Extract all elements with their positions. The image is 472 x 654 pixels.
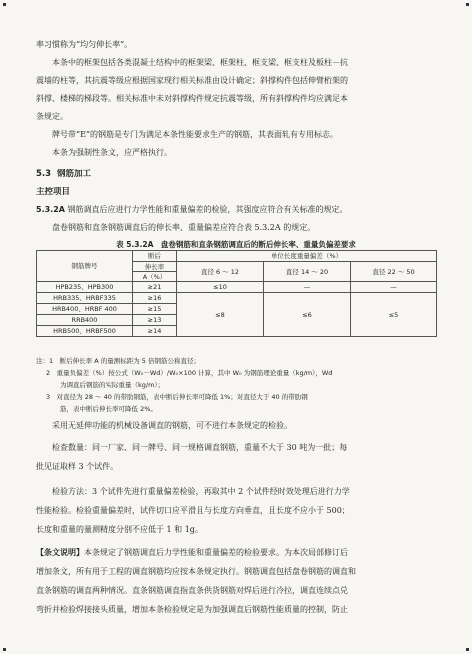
paragraph-line: 震墙的柱等，其抗震等级应根据国家现行相关标准由设计确定；斜撑构件包括伸臂桁架的 xyxy=(36,76,348,85)
table-cell-dev: — xyxy=(264,282,351,293)
table-note: 3 对直径为 28 ～ 40 的带肋钢筋，表中断后伸长率可降低 1%；对直径大于 40 的带肋钢 xyxy=(46,393,308,401)
subsection-heading: 主控项目 xyxy=(36,187,71,197)
paragraph-line: 牌号带“E”的钢筋是专门为满足本条性能要求生产的钢筋，其表面轧有专用标志。 xyxy=(52,130,339,139)
table-header-dia: 直径 14 ～ 20 xyxy=(264,262,351,282)
paragraph-line: 长度和重量的量测精度分别不应低于 1 和 1g。 xyxy=(36,525,203,534)
paragraph-line: 检验方法：3 个试件先进行重量偏差检验，再取其中 2 个试件经时效处理后进行力学 xyxy=(52,487,350,496)
corner-mark xyxy=(3,648,6,651)
table-title: 表 5.3.2A 盘卷钢筋和直条钢筋调直后的断后伸长率、重量负偏差要求 xyxy=(116,240,356,249)
table-cell-dev: — xyxy=(351,282,437,293)
paragraph-line: 本条中的框架包括各类混凝土结构中的框架梁、框架柱、框支梁、框支柱及板柱－抗 xyxy=(52,58,348,67)
table-header-elong: 伸长率 xyxy=(133,262,177,272)
paragraph-line: 批见证取样 3 个试件。 xyxy=(36,462,119,471)
table-cell-elong: ≥21 xyxy=(133,282,177,293)
table-note: 为调直后钢筋的实际重量（kg/m）； xyxy=(60,381,165,389)
paragraph-line: 性能检验。检验重量偏差时，试件切口应平滑且与长度方向垂直，且长度不应小于 500； xyxy=(36,506,350,515)
table-cell-grade: HRB500、HRBF500 xyxy=(37,326,133,337)
clause xyxy=(36,205,436,215)
table-header-elong: 断后 xyxy=(133,251,177,262)
commentary-text: 本条规定了钢筋调直后力学性能和重量偏差的检验要求。为本次局部修订后 xyxy=(84,548,348,557)
table-header-elong: A（%） xyxy=(133,272,177,282)
table-cell-elong: ≥16 xyxy=(133,293,177,304)
corner-mark xyxy=(466,3,469,6)
table-cell-grade: HRB335、HRBF335 xyxy=(37,293,133,304)
commentary-line xyxy=(36,548,436,558)
clause-text: 钢筋调直后应进行力学性能和重量偏差的检验，其强度应符合有关标准的规定。 xyxy=(67,205,348,214)
section-title: 钢筋加工 xyxy=(56,169,91,179)
section-number: 5.3 xyxy=(36,169,52,179)
paragraph-line: 采用无延伸功能的机械设备调直的钢筋，可不进行本条规定的检验。 xyxy=(52,421,292,430)
paragraph-line: 本条为强制性条文，应严格执行。 xyxy=(52,148,172,157)
paragraph-line: 率习惯称为“均匀伸长率”。 xyxy=(36,40,133,49)
spec-table xyxy=(36,250,437,337)
paragraph-line: 盘卷钢筋和直条钢筋调直后的伸长率、重量偏差应符合表 5.3.2A 的规定。 xyxy=(52,223,316,232)
commentary-line: 直条钢筋的调直两种情况。直条钢筋调直指直条供货钢筋对焊后进行冷拉，调直连续点兑 xyxy=(36,586,348,595)
commentary-label: 【条文说明】 xyxy=(36,548,84,557)
table-cell-dev: ≤10 xyxy=(177,282,264,293)
table-cell-dev: ≤5 xyxy=(351,293,437,337)
paragraph-line: 条规定。 xyxy=(36,112,68,121)
table-note: 注：1 断后伸长率 A 的量测标距为 5 倍钢筋公称直径； xyxy=(36,357,200,365)
table-cell-elong: ≥13 xyxy=(133,315,177,326)
table-header-deviation-group: 单位长度重量偏差（%） xyxy=(177,251,437,262)
table-cell-grade: RRB400 xyxy=(37,315,133,326)
table-header-dia: 直径 22 ～ 50 xyxy=(351,262,437,282)
table-header-dia: 直径 6 ～ 12 xyxy=(177,262,264,282)
commentary-line: 增加条文，所有用于工程的调直钢筋均应按本条规定执行。钢筋调直包括盘卷钢筋的调直和 xyxy=(36,567,356,576)
table-cell-dev: ≤6 xyxy=(264,293,351,337)
clause-number: 5.3.2A xyxy=(36,205,65,214)
table-cell-grade: HRB400、HRBF 400 xyxy=(37,304,133,315)
corner-mark xyxy=(3,3,6,6)
commentary-line: 弯折并检验焊接接头质量，增加本条检验规定是为加强调直后钢筋性能质量的控制，防止 xyxy=(36,605,348,614)
table-cell-elong: ≥14 xyxy=(133,326,177,337)
table-note: 筋，表中断后伸长率可降低 2%。 xyxy=(60,405,157,413)
section-heading xyxy=(36,169,436,179)
table-cell-dev: ≤8 xyxy=(177,293,264,337)
paragraph-line: 检查数量：同一厂家、同一牌号、同一规格调直钢筋，重量不大于 30 吨为一批；每 xyxy=(52,443,348,452)
corner-mark xyxy=(466,648,469,651)
table-cell-grade: HPB235、HPB300 xyxy=(37,282,133,293)
table-header-grade: 钢筋牌号 xyxy=(37,251,133,282)
table-note: 2 重量负偏差（%）按公式（W₀－Wd）/W₀×100 计算，其中 W₀ 为钢筋理论重量（kg/m），Wd xyxy=(46,369,333,377)
paragraph-line: 斜撑、楼梯的梯段等。相关标准中未对斜撑构件规定抗震等级，所有斜撑构件均应满足本 xyxy=(36,94,348,103)
table-cell-elong: ≥15 xyxy=(133,304,177,315)
